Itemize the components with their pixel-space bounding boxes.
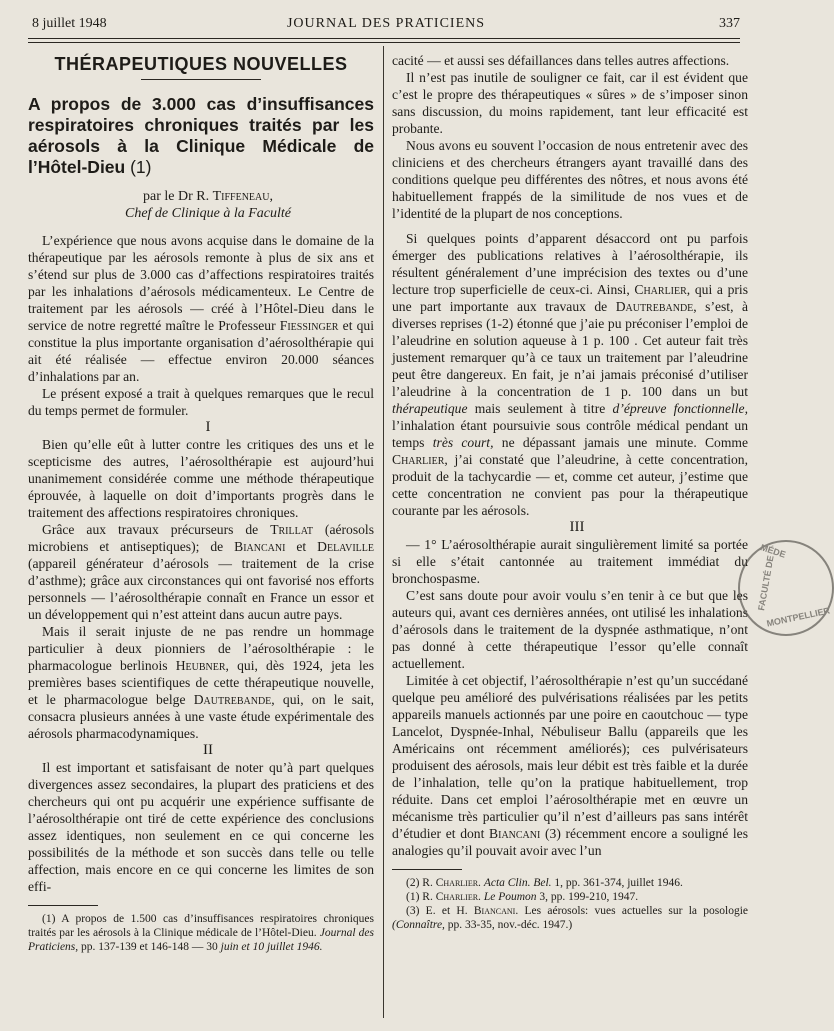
s1p2-c: et [296, 539, 307, 554]
right-paragraph-6: C’est sans doute pour avoir voulu s’en tenir à ce but que les auteurs qui, avant ces dernières années, ont utilisé les inhalations d’aérosols dans le traitement de la dyspnée asthmatique, n’ont pas donné à cette thérapeutique l’essor qu’elle connaît actuellement. [392, 588, 748, 671]
footnote-3 [392, 904, 748, 932]
footnote-1-right [392, 890, 748, 904]
intro-p1-text: L’expérience que nous avons acquise dans le domaine de la thérapeutique par les aérosols remonte à plus de six ans et s’étend sur plus de 3.000 cas d’affections respiratoires traités par les inhalations d’aérosols médicamenteux. Le Centre de traitement par les aérosols — créé à l’Hôtel-Dieu dans le service de notre regretté maître le Professeur [28, 233, 374, 333]
article-title-text: A propos de 3.000 cas d’insuffisances respiratoires chroniques traités par les aérosols à la Clinique Médicale de l’Hôtel-Dieu [28, 94, 374, 177]
stamp-text-side: FACULTÉ DE [756, 554, 776, 612]
rp7-a: Limitée à cet objectif, l’aérosolthérapie n’est qu’un succédané quelque peu amélioré des pulvérisations réalisées par les petits appareils manuels actionnés par une poire en caoutchouc — type Lancelot, Dyspnée-Inhal, Nébuliseur Ballu (appareils que les Américains ont récemment améliorés); ces pulvérisateurs produisent des aérosols, mais leur débit est très faible et la durée de l’inhalation, telle qu’on la pratique habituellement, trop réduite. Dans cet emploi l’aérosolthérapie met en œuvre un mécanisme très particulier qu’il n’est d’ailleurs pas sans intérêt d’étudier et dont [392, 673, 748, 841]
fn2-journal: Acta Clin. Bel. [483, 877, 552, 889]
emph-therapeutique: thérapeutique [392, 401, 468, 416]
intro-paragraph-2: Le présent exposé a trait à quelques remarques que le recul du temps permet de formuler. [28, 386, 374, 418]
name-heubner: Heubner, [175, 658, 229, 673]
right-paragraph-1: cacité — et aussi ses défaillances dans telles autres affections. [392, 53, 730, 68]
s1p3-b: qui, dès 1924, jeta les premières bases scientifiques de cette thérapeutique nouvelle, et le pharmacologue belge [28, 658, 374, 707]
right-paragraph-4 [392, 230, 748, 519]
title-footnote-ref: (1) [130, 157, 152, 177]
column-divider [383, 46, 384, 1018]
rp4-a: Si quelques points d’apparent désaccord ont pu parfois émerger des publications relatives à l’aérosolthérapie, ils résultent généralement d’une imprécision des textes ou d’une lecture trop superficielle de ceux-ci. Ainsi, [392, 231, 748, 297]
footnote-1-date-b: 10 juillet 1946. [252, 941, 323, 953]
fn1-c: 3, pp. 199-210, 1947. [539, 891, 639, 903]
name-charlier-2: Charlier, [392, 452, 448, 467]
section-number-II: II [203, 742, 213, 758]
fn1-a: (1) R. [406, 891, 433, 903]
s1p3-c: qui, on le sait, consacra plusieurs années à une vaste étude expérimentale des aérosols pharmacodynamiques. [28, 692, 374, 741]
header-rule-double [28, 42, 740, 43]
rp4-c: s’est, à diverses reprises (1-2) étonné que j’aie pu préconiser l’emploi de l’aleudrine en solution aqueuse à 1 p. 100 . Cet auteur fait très justement remarquer qu’à ce taux un traitement par l’aleudrine peut être dangereux. En fait, je n’ai jamais préconisé d’utiliser l’aleudrine à la concentration de 1 p. 100 dans un but [392, 299, 748, 399]
emph-tres-court: très court, [432, 435, 494, 450]
name-dautrebande-right: Dautrebande, [615, 299, 697, 314]
heading-rule [141, 79, 261, 80]
fn3-journal: (Connaître, [392, 919, 445, 931]
footnote-1-date-a: juin et [220, 941, 250, 953]
page-number: 337 [719, 16, 740, 31]
s1p2-b: (aérosols microbiens et antiseptiques); de [28, 522, 374, 554]
journal-name: JOURNAL DES PRATICIENS [286, 16, 486, 31]
rp4-d: mais seulement à titre [474, 401, 606, 416]
running-header [32, 12, 740, 34]
fn3-b: Les aérosols: vues actuelles sur la posologie [524, 905, 749, 917]
author-name: Tiffeneau, [212, 189, 273, 204]
name-biancani: Biancani [234, 539, 286, 554]
s1p2-d: (appareil générateur d’aérosols — traitement de la crise d’asthme); grâce aux circonstances qui ont favorisé nos efforts personnels — l’aérosolthérapie connaît en France un essor et un développement qui n’est atteint dans aucun autre pays. [28, 556, 374, 622]
section-number-III: III [569, 519, 585, 535]
footnote-rule [28, 905, 98, 906]
fn3-d: pp. 33-35, nov.-déc. 1947.) [447, 919, 573, 931]
name-fiessinger: Fiessinger [279, 318, 339, 333]
footnote-1-text: (1) A propos de 1.500 cas d’insuffisances respiratoires chroniques traités par les aérosols à la Clinique médicale de l’Hôtel-Dieu. [28, 913, 374, 939]
library-stamp [738, 540, 834, 636]
section1-paragraph-2 [28, 521, 374, 623]
rp7-b: (3) récemment encore a souligné les analogies qu’il pouvait avoir avec l’un [392, 826, 748, 858]
article-title [28, 94, 374, 178]
header-rule [28, 38, 740, 39]
name-biancani-right: Biancani [489, 826, 541, 841]
section-number-I: I [205, 419, 211, 435]
name-dautrebande: Dautrebande, [193, 692, 275, 707]
footnote-1-pages: pp. 137-139 et 146-148 — 30 [81, 941, 218, 953]
left-column [28, 52, 374, 954]
fn2-name: Charlier. [435, 877, 481, 889]
section-heading: THÉRAPEUTIQUES NOUVELLES [54, 54, 348, 74]
stamp-text-top: MÉDE [759, 542, 787, 560]
fn3-name: Biancani. [473, 905, 519, 917]
rp4-e: l’inhalation étant poursuivie sous contrôle médical pendant un temps [392, 418, 748, 450]
rp4-g: j’ai constaté que l’aleudrine, à cette concentration, produit de la tachycardie — et, comme cet auteur, j’estime que cette concentration ne convient pas pour la thérapeutique courante par les aérosols. [392, 452, 748, 518]
rp4-b: qui a pris une part importante aux travaux de [392, 282, 748, 314]
right-paragraph-2: Il n’est pas inutile de souligner ce fait, car il est évident que c’est le propre des thérapeutiques « sûres » de s’imposer sinon sans discussion, du moins rapidement, tant leur efficacité est probante. [392, 70, 748, 136]
right-paragraph-7 [392, 672, 748, 859]
issue-date: 8 juillet 1948 [32, 16, 107, 31]
right-paragraph-5: — 1° L’aérosolthérapie aurait singulièrement limité sa portée si elle s’était cantonnée au traitement immédiat du bronchospasme. [392, 537, 748, 586]
footnote-1 [28, 912, 374, 954]
section1-paragraph-1: Bien qu’elle eût à lutter contre les critiques des uns et le scepticisme des autres, l’aérosolthérapie est aujourd’hui unanimement considérée comme une méthode thérapeutique éprouvée, à laquelle on doit d’importants progrès dans le traitement des affections respiratoires chroniques. [28, 437, 374, 520]
stamp-text-bottom: MONTPELLIER [765, 605, 831, 629]
intro-paragraph-1 [28, 232, 374, 385]
fn2-a: (2) R. [406, 877, 433, 889]
footnote-1-journal: Journal des Praticiens, [28, 927, 375, 953]
emph-epreuve: d’épreuve fonctionnelle, [612, 401, 748, 416]
name-charlier: Charlier, [634, 282, 691, 297]
fn3-a: (3) E. et H. [406, 905, 468, 917]
byline-prefix: par le Dr R. [143, 189, 210, 204]
footnote-rule-right [392, 869, 462, 870]
fn1-journal: Le Poumon [483, 891, 537, 903]
intro-p1-end: et qui constitue la plus importante organisation d’aérosolthérapie qui ait été réalisée — effectue environ 20.000 séances d’inhalations par an. [28, 318, 374, 384]
name-delaville: Delaville [317, 539, 374, 554]
s1p3-a: Mais il serait injuste de ne pas rendre un hommage particulier à deux pionniers de l’aérosolthérapie : le pharmacologue berlinois [28, 624, 374, 673]
s1p2-a: Grâce aux travaux précurseurs de [42, 522, 259, 537]
fn2-c: 1, pp. 361-374, juillet 1946. [554, 877, 683, 889]
section2-paragraph-1: Il est important et satisfaisant de noter qu’à part quelques divergences assez secondaires, la plupart des praticiens et des chercheurs qui ont pu acquérir une expérience suffisante de l’aérosolthérapie ont tiré de cette expérience des conclusions assez identiques, non seulement en ce qui concerne les possibilités de la méthode et son succès dans telle ou telle affection, mais encore en ce qui concerne les limites de son effi- [28, 760, 374, 894]
rp4-f: ne dépassant jamais une minute. Comme [501, 435, 749, 450]
name-trillat: Trillat [270, 522, 313, 537]
author-affiliation: Chef de Clinique à la Faculté [124, 206, 292, 221]
right-column [392, 52, 748, 932]
footnote-2 [392, 876, 748, 890]
section1-paragraph-3 [28, 623, 374, 742]
right-paragraph-3: Nous avons eu souvent l’occasion de nous entretenir avec des cliniciens et des chercheurs étrangers ayant travaillé dans des conditions quelque peu différentes des nôtres, et nous avons été habituellement frappés de la similitude de nos vues et de l’identité de la plupart de nos conceptions. [392, 138, 748, 221]
byline [28, 188, 374, 205]
fn1-name: Charlier. [435, 891, 481, 903]
